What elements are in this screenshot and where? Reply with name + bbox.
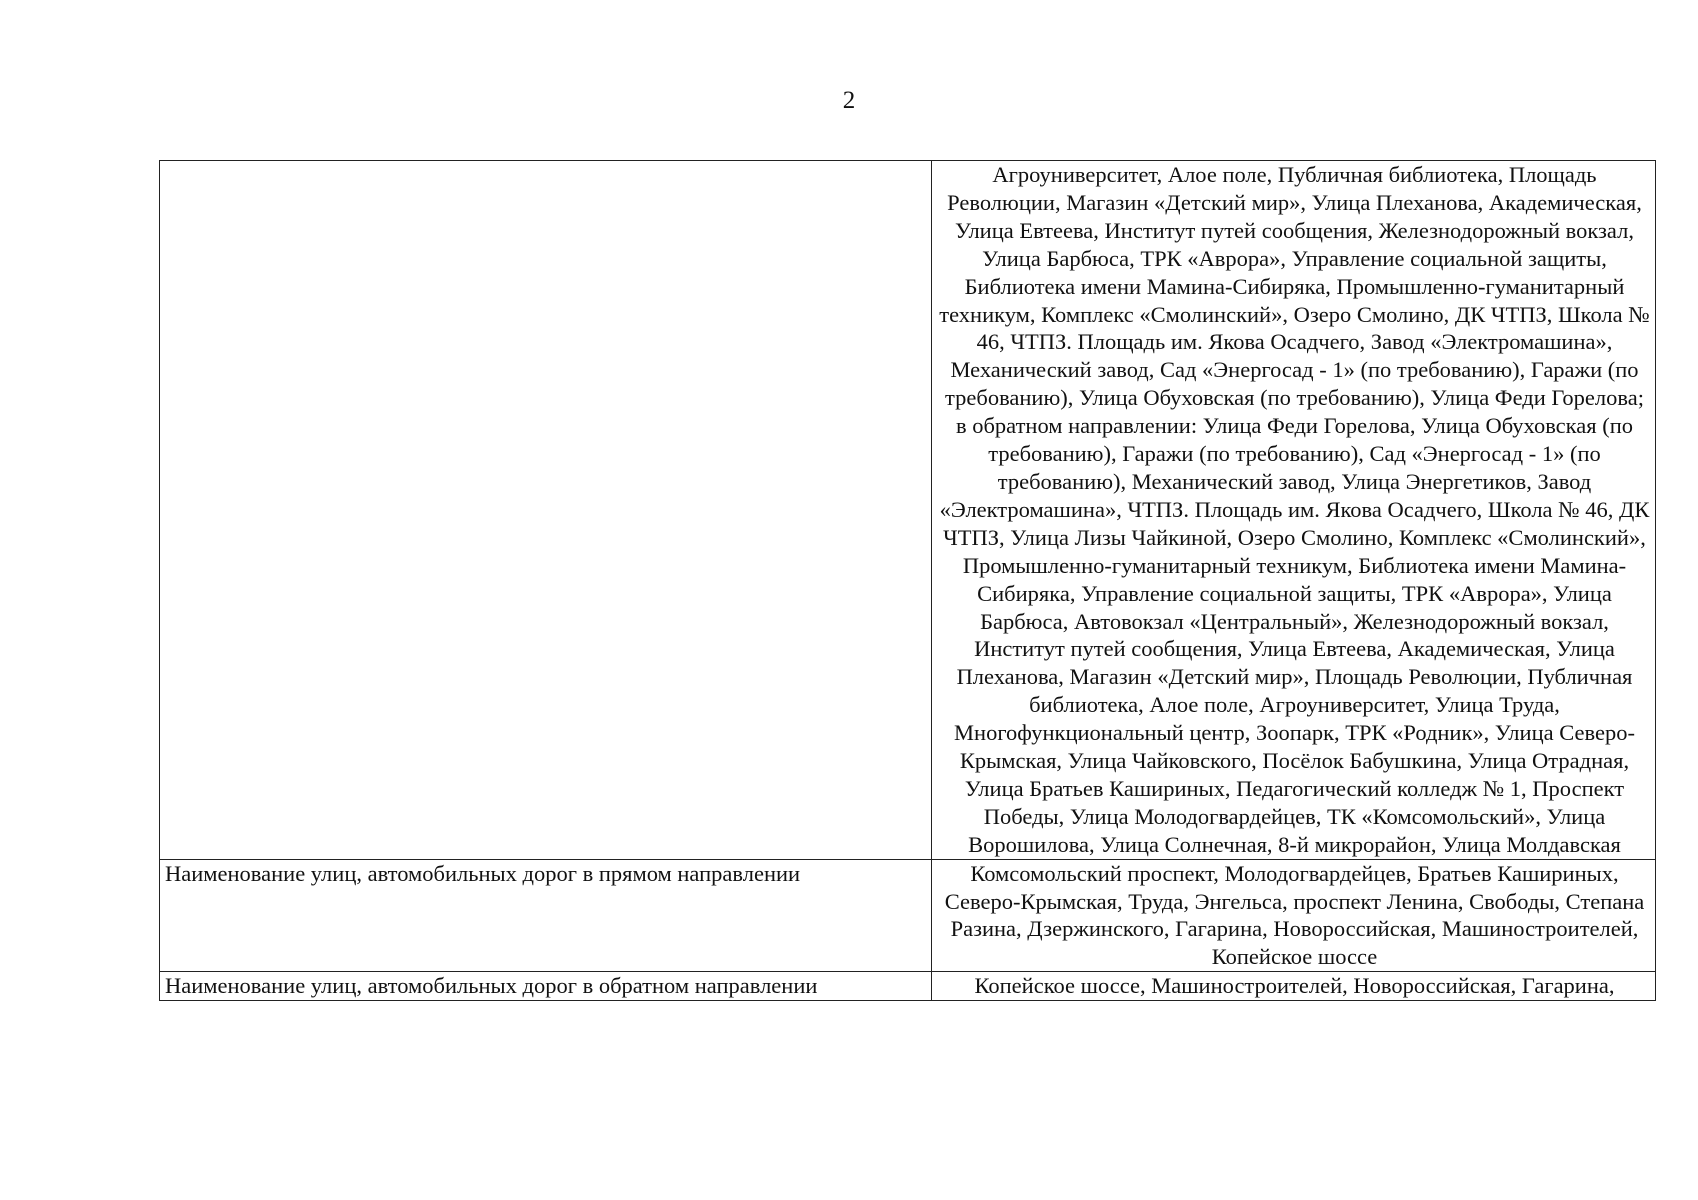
forward-streets-text: Комсомольский проспект, Молодогвардейцев, Братьев Кашириных, Северо-Крымская, Труда, Энгельса, проспект Ленина, Свободы, Степана Разина, Дзержинского, Гагарина, Новороссийская, Машиностроителей, Копейское шоссе: [944, 860, 1645, 970]
table-cell-stops: [932, 161, 1656, 860]
stops-forward-text: Агроуниверситет, Алое поле, Публичная библиотека, Площадь Революции, Магазин «Детский мир», Улица Плеханова, Академическая, Улица Евтеева, Институт путей сообщения, Железнодорожный вокзал, Улица Барбюса, ТРК «Аврора», Управление социальной защиты, Библиотека имени Мамина-Сибиряка, Промышленно-гуманитарный техникум, Комплекс «Смолинский», Озеро Смолино, ДК ЧТПЗ, Школа № 46, ЧТПЗ. Площадь им. Якова Осадчего, Завод «Электромашина», Механический завод, Сад «Энергосад - 1» (по требованию), Гаражи (по требованию), Улица Обуховская (по требованию), Улица Феди Горелова;: [939, 162, 1650, 411]
page-number: 2: [842, 87, 856, 114]
table-cell-label: Наименование улиц, автомобильных дорог в прямом направлении: [160, 859, 932, 972]
table-row-reverse-streets: [160, 972, 1656, 1001]
route-table: [159, 160, 1656, 1001]
table-cell-label: [160, 161, 932, 860]
stops-reverse-text: в обратном направлении: Улица Феди Горелова, Улица Обуховская (по требованию), Гаражи (по требованию), Сад «Энергосад - 1» (по требованию), Механический завод, Улица Энергетиков, Завод «Электромашина», ЧТПЗ. Площадь им. Якова Осадчего, Школа № 46, ДК ЧТПЗ, Улица Лизы Чайкиной, Озеро Смолино, Комплекс «Смолинский», Промышленно-гуманитарный техникум, Библиотека имени Мамина-Сибиряка, Управление социальной защиты, ТРК «Аврора», Улица Барбюса, Автовокзал «Центральный», Железнодорожный вокзал, Институт путей сообщения, Улица Евтеева, Академическая, Улица Плеханова, Магазин «Детский мир», Площадь Революции, Публичная библиотека, Алое поле, Агроуниверситет, Улица Труда, Многофункциональный центр, Зоопарк, ТРК «Родник», Улица Северо-Крымская, Улица Чайковского, Посёлок Бабушкина, Улица Отрадная, Улица Братьев Кашириных, Педагогический колледж № 1, Проспект Победы, Улица Молодогвардейцев, ТК «Комсомольский», Улица Ворошилова, Улица Солнечная, 8-й микрорайон, Улица Молдавская: [939, 413, 1650, 857]
table-cell-label: Наименование улиц, автомобильных дорог в обратном направлении: [160, 972, 932, 1001]
reverse-streets-text: Копейское шоссе, Машиностроителей, Новороссийская, Гагарина,: [974, 973, 1615, 999]
table-row-stops: [160, 161, 1656, 860]
table-cell-reverse-streets: [932, 972, 1656, 1001]
table-cell-forward-streets: [932, 859, 1656, 972]
table-row-forward-streets: [160, 859, 1656, 972]
